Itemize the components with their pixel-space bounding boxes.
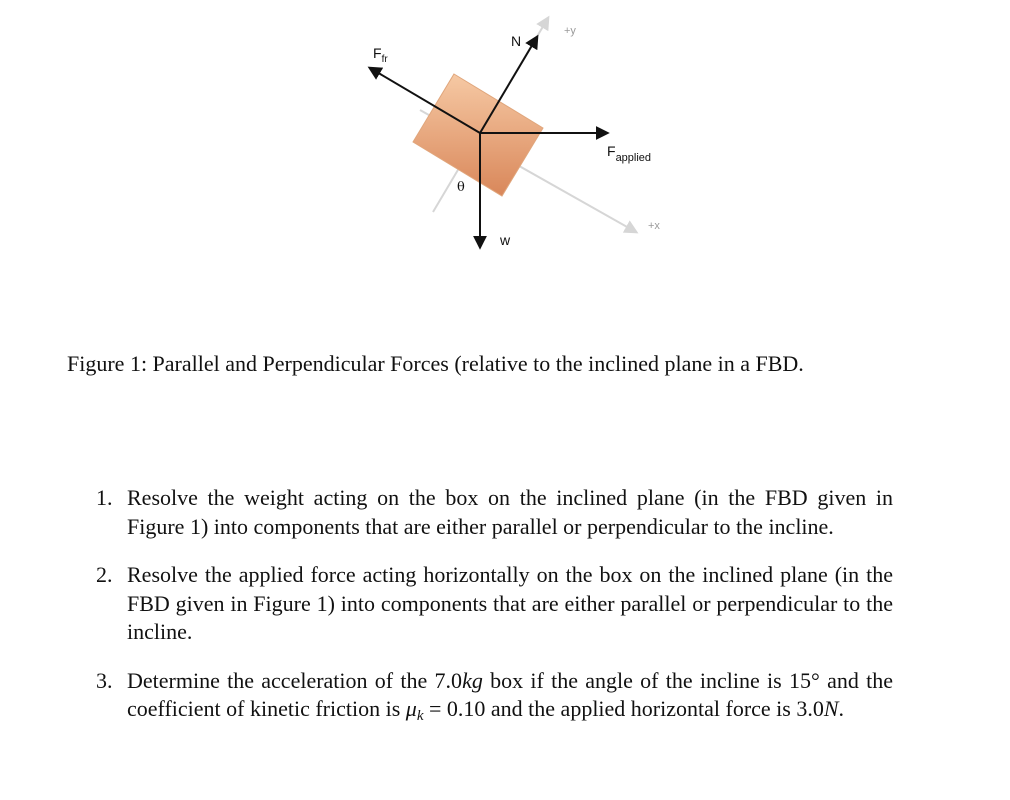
- figure-caption: Figure 1: Parallel and Perpendicular Forces (relative to the inclined plane in a FBD.: [67, 351, 804, 376]
- normal-force-label: N: [511, 33, 522, 49]
- free-body-diagram: [0, 0, 1010, 300]
- plus-x-label: +x: [648, 220, 660, 232]
- friction-force-label: $F_{fr}$: [373, 45, 388, 65]
- theta-label: θ: [457, 180, 465, 195]
- question-text-part: .: [838, 696, 845, 721]
- question-item: [96, 667, 893, 731]
- weight-label: w: [500, 232, 511, 248]
- question-text-part: box if the angle of the incline is 15° and the coefficient of kinetic friction is: [127, 667, 893, 721]
- question-number: 2.: [96, 562, 113, 587]
- question-text: [127, 668, 893, 722]
- question-text: Resolve the weight acting on the box on the inclined plane (in the FBD given in Figure 1) into components that are either parallel or perpendicular to the incline.: [127, 485, 893, 539]
- question-item: [96, 484, 893, 541]
- question-number: 3.: [96, 667, 113, 693]
- mass-unit: kg: [462, 667, 483, 693]
- question-number: 1.: [96, 485, 113, 510]
- applied-force-subscript: applied: [615, 152, 652, 164]
- question-text-part: Determine the acceleration of the 7.0: [127, 667, 463, 693]
- box: [413, 74, 543, 196]
- plus-y-label: +y: [564, 25, 576, 37]
- question-list: [96, 484, 893, 731]
- mu-subscript: k: [416, 708, 424, 724]
- force-unit: N: [823, 696, 839, 721]
- mu-symbol: μ: [405, 696, 417, 721]
- friction-force-subscript: fr: [381, 54, 388, 65]
- question-item: [96, 561, 893, 647]
- applied-force-label: $F_{applied}$: [607, 143, 652, 164]
- question-text: Resolve the applied force acting horizontally on the box on the inclined plane (in the FBD given in Figure 1) into components that are either parallel or perpendicular to the incline.: [127, 562, 893, 644]
- question-text-part: = 0.10 and the applied horizontal force is 3.0: [423, 696, 824, 721]
